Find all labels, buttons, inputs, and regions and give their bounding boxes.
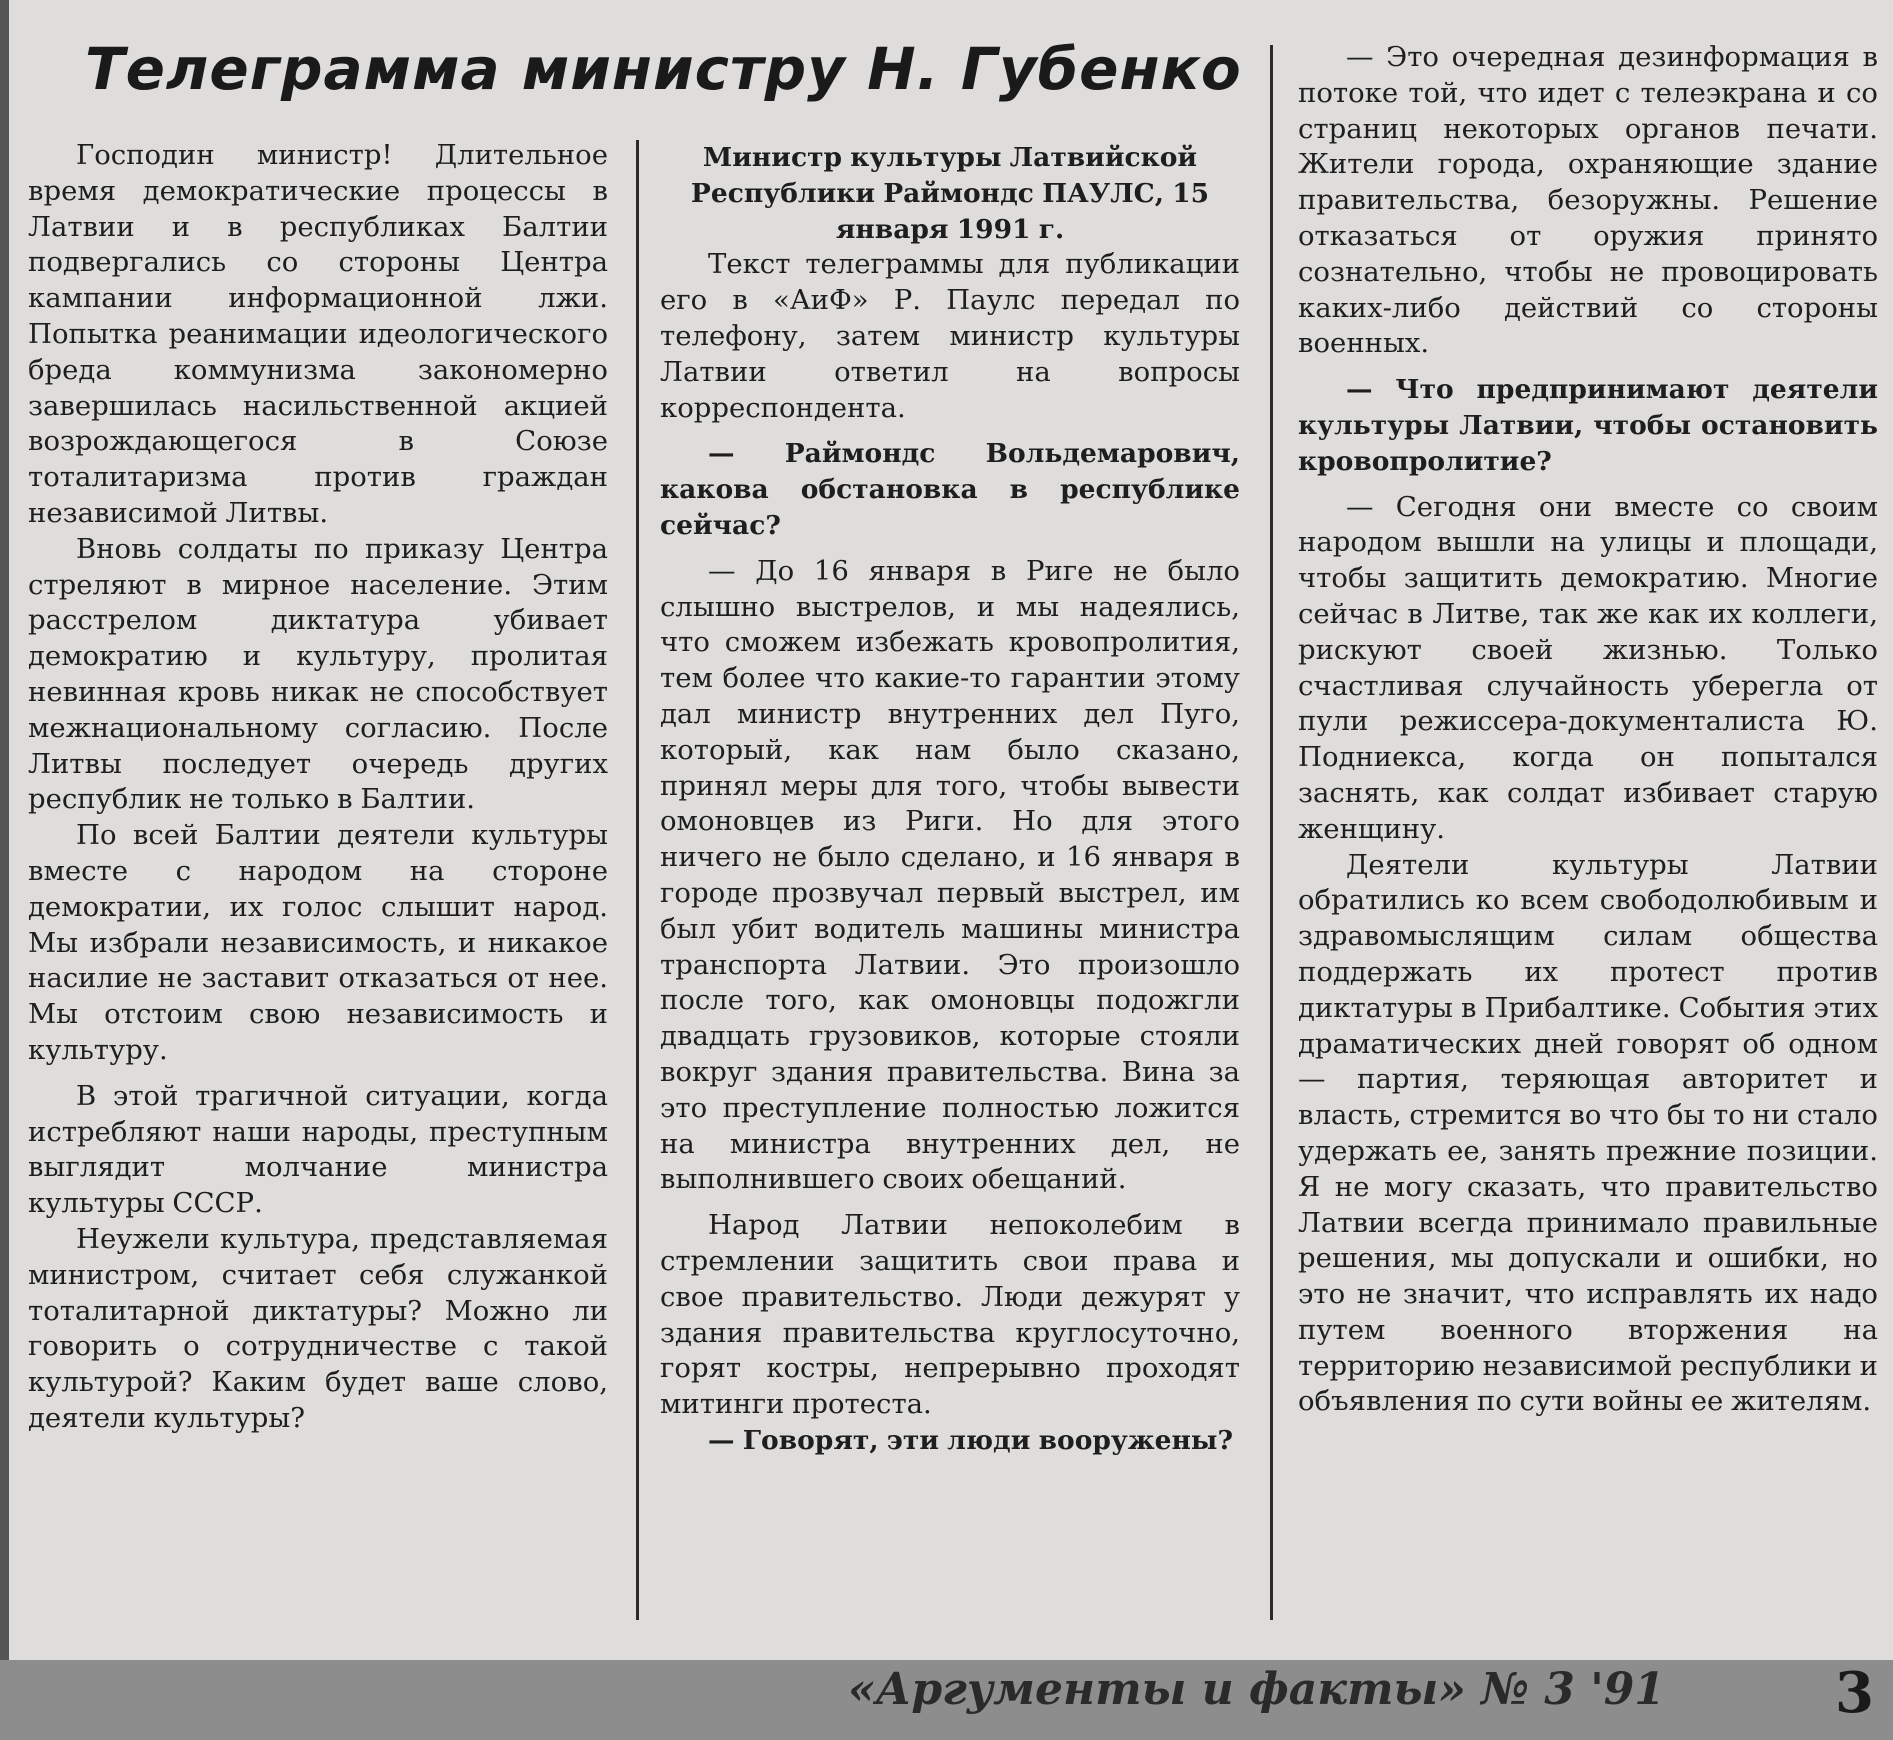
- interview-answer-1a: — До 16 января в Риге не было слышно выстрелов, и мы надеялись, что сможем избежать кровопролития, тем более что какие-то гарантии этому дал министр внутренних дел Пуго, который, как нам было сказано, принял меры для того, чтобы вывести омоновцев из Риги. Но для этого ничего не было сделано, и 16 января в городе прозвучал первый выстрел, им был убит водитель машины министра транспорта Латвии. Это произошло после того, как омоновцы подожгли двадцать грузовиков, которые стояли вокруг здания правительства. Вина за это преступление полностью ложится на министра внутренних дел, не выполнившего своих обещаний.: [660, 554, 1240, 1196]
- publication-title: «Аргументы и факты» № 3 '91: [848, 1664, 1665, 1715]
- telegram-paragraph-1: Господин министр! Длительное время демократические процессы в Латвии и в республиках Балтии подвергались со стороны Центра кампании информационной лжи. Попытка реанимации идеологического бреда коммунизма закономерно завершилась насильственной акцией возрождающегося в Союзе тоталитаризма против граждан независимой Литвы.: [28, 139, 608, 529]
- interview-answer-3b: Деятели культуры Латвии обратились ко всем свободолюбивым и здравомыслящим силам общества поддержать их протест против диктатуры в Прибалтике. События этих драматических дней говорят об одном — партия, теряющая авторитет и власть, стремится во что бы то ни стало удержать ее, занять прежние позиции. Я не могу сказать, что правительство Латвии всегда принимало правильные решения, мы допускали и ошибки, но это не значит, что исправлять их надо путем военного вторжения на территорию независимой республики и объявления по сути войны ее жителям.: [1298, 848, 1878, 1418]
- article-column-right: [1298, 40, 1878, 1420]
- interview-answer-2: — Это очередная дезинформация в потоке той, что идет с телеэкрана и со страниц некоторых органов печати. Жители города, охраняющие здание правительства, безоружны. Решение отказаться от оружия принято сознательно, чтобы не провоцировать каких-либо действий со стороны военных.: [1298, 41, 1878, 360]
- column-divider-2: [1270, 45, 1273, 1620]
- telegram-paragraph-5: Неужели культура, представляемая министром, считает себя служанкой тоталитарной диктатуры? Можно ли говорить о сотрудничестве с такой культурой? Каким будет ваше слово, деятели культуры?: [28, 1222, 608, 1434]
- intro-paragraph: Текст телеграммы для публикации его в «АиФ» Р. Паулс передал по телефону, затем министр культуры Латвии ответил на вопросы корреспондента.: [660, 248, 1240, 424]
- page-number: 3: [1835, 1660, 1874, 1726]
- telegram-signature: Министр культуры Латвийской Республики Раймондс ПАУЛС, 15 января 1991 г.: [690, 142, 1210, 245]
- column-divider-1: [636, 140, 639, 1620]
- interview-question-2: — Говорят, эти люди вооружены?: [708, 1424, 1233, 1456]
- telegram-paragraph-3: По всей Балтии деятели культуры вместе с народом на стороне демократии, их голос слышит народ. Мы избрали независимость, и никакое насилие не заставит отказаться от нее. Мы отстоим свою независимость и культуру.: [28, 819, 608, 1066]
- article-column-middle: [660, 140, 1240, 1459]
- scan-edge-strip: [0, 0, 9, 1660]
- article-column-left: [28, 138, 608, 1437]
- article-headline: Телеграмма министру Н. Губенко: [85, 35, 1242, 103]
- interview-answer-3a: — Сегодня они вместе со своим народом вышли на улицы и площади, чтобы защитить демократию. Многие сейчас в Литве, так же как их коллеги, рискуют своей жизнью. Только счастливая случайность уберегла от пули режиссера-документалиста Ю. Подниекса, когда он попытался заснять, как солдат избивает старую женщину.: [1298, 490, 1878, 845]
- telegram-paragraph-4: В этой трагичной ситуации, когда истребляют наши народы, преступным выглядит молчание министра культуры СССР.: [28, 1079, 608, 1220]
- interview-question-3: — Что предпринимают деятели культуры Латвии, чтобы остановить кровопролитие?: [1298, 374, 1878, 477]
- telegram-paragraph-2: Вновь солдаты по приказу Центра стреляют в мирное население. Этим расстрелом диктатура убивает демократию и культуру, пролитая невинная кровь никак не способствует межнациональному согласию. После Литвы последует очередь других республик не только в Балтии.: [28, 532, 608, 816]
- interview-question-1: — Раймондс Вольдемарович, какова обстановка в республике сейчас?: [660, 438, 1240, 541]
- interview-answer-1b: Народ Латвии непоколебим в стремлении защитить свои права и свое правительство. Люди дежурят у здания правительства круглосуточно, горят костры, непрерывно проходят митинги протеста.: [660, 1209, 1240, 1421]
